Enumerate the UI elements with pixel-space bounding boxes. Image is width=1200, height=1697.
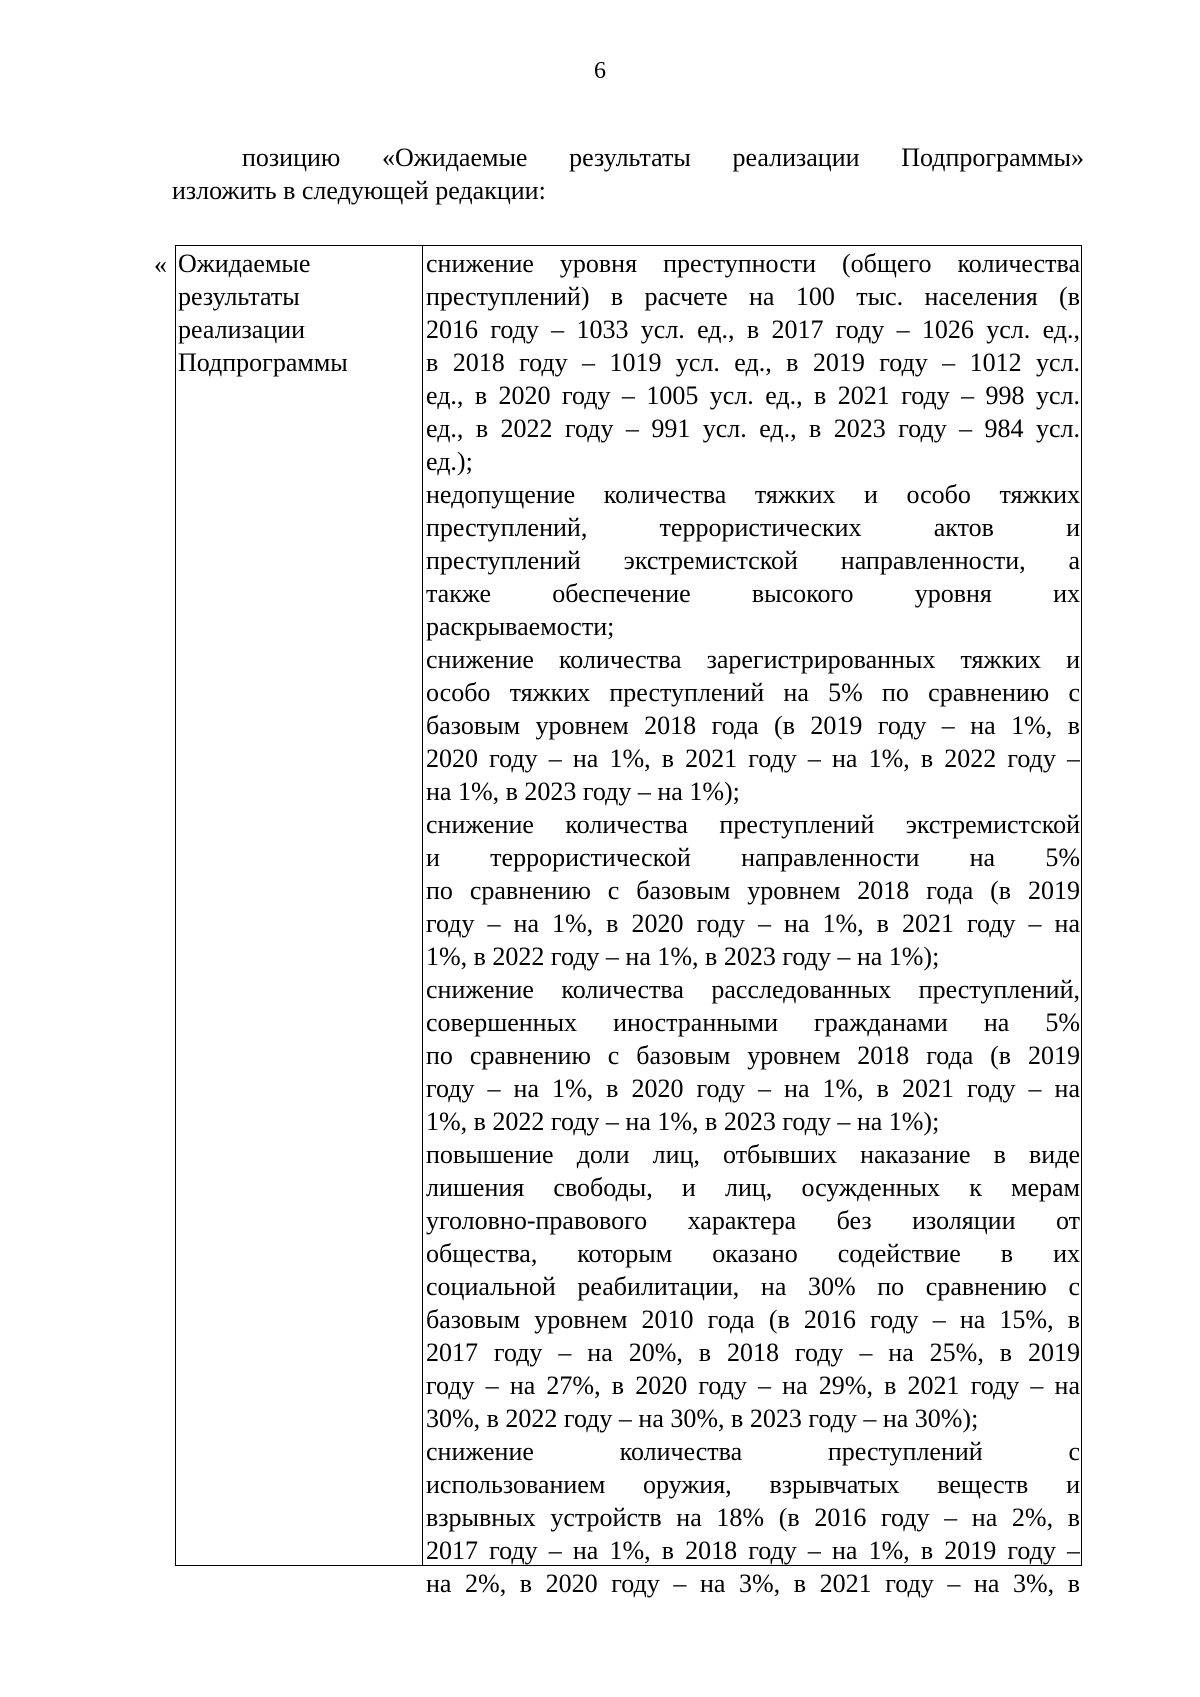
- content-line: особо тяжких преступлений на 5% по сравнению с: [426, 678, 1080, 707]
- page-number: 6: [594, 58, 606, 84]
- label-line: реализации: [178, 315, 306, 344]
- column-divider: [422, 246, 423, 1565]
- content-line: преступлений) в расчете на 100 тыс. населения (в: [426, 282, 1080, 311]
- content-line: преступлений экстремистской направленности, а: [426, 546, 1080, 575]
- label-line: Ожидаемые: [178, 249, 311, 278]
- content-line: социальной реабилитации, на 30% по сравнению с: [426, 1272, 1080, 1301]
- content-line: 1%, в 2022 году – на 1%, в 2023 году – на 1%);: [426, 942, 940, 971]
- content-line: ед., в 2022 году – 991 усл. ед., в 2023 году – 984 усл.: [426, 414, 1080, 443]
- content-line: использованием оружия, взрывчатых веществ и: [426, 1470, 1080, 1499]
- label-line: Подпрограммы: [178, 348, 348, 377]
- label-line: результаты: [178, 282, 300, 311]
- content-line: снижение количества преступлений экстремистской: [426, 810, 1080, 839]
- content-line: 1%, в 2022 году – на 1%, в 2023 году – на 1%);: [426, 1107, 940, 1136]
- content-line: снижение количества преступлений с: [426, 1437, 1080, 1466]
- content-line: снижение количества зарегистрированных тяжких и: [426, 645, 1080, 674]
- intro-line-2: изложить в следующей редакции:: [172, 176, 546, 205]
- content-line: на 1%, в 2023 году – на 1%);: [426, 777, 740, 806]
- content-line: снижение количества расследованных преступлений,: [426, 975, 1080, 1004]
- content-line: по сравнению с базовым уровнем 2018 года (в 2019: [426, 876, 1080, 905]
- content-line: 2016 году – 1033 усл. ед., в 2017 году – 1026 усл. ед.,: [426, 315, 1080, 344]
- content-line: ед., в 2020 году – 1005 усл. ед., в 2021 году – 998 усл.: [426, 381, 1080, 410]
- content-line: совершенных иностранными гражданами на 5%: [426, 1008, 1080, 1037]
- content-line: повышение доли лиц, отбывших наказание в виде: [426, 1140, 1080, 1169]
- content-line: также обеспечение высокого уровня их: [426, 579, 1080, 608]
- content-line: на 2%, в 2020 году – на 3%, в 2021 году – на 3%, в: [426, 1569, 1080, 1598]
- intro-line-1: позицию «Ожидаемые результаты реализации Подпрограммы»: [242, 143, 1084, 172]
- content-line: 2017 году – на 1%, в 2018 году – на 1%, в 2019 году –: [426, 1536, 1080, 1565]
- content-line: году – на 1%, в 2020 году – на 1%, в 2021 году – на: [426, 909, 1080, 938]
- table-content-cell: [426, 247, 1080, 1600]
- content-line: лишения свободы, и лиц, осужденных к мерам: [426, 1173, 1080, 1202]
- content-line: общества, которым оказано содействие в их: [426, 1239, 1080, 1268]
- opening-quote-mark: «: [154, 250, 167, 279]
- content-line: базовым уровнем 2018 года (в 2019 году – на 1%, в: [426, 711, 1080, 740]
- content-line: 30%, в 2022 году – на 30%, в 2023 году – на 30%);: [426, 1404, 979, 1433]
- content-line: году – на 27%, в 2020 году – на 29%, в 2021 году – на: [426, 1371, 1080, 1400]
- intro-paragraph: [172, 141, 1084, 207]
- content-line: 2020 году – на 1%, в 2021 году – на 1%, в 2022 году –: [426, 744, 1080, 773]
- content-line: снижение уровня преступности (общего количества: [426, 249, 1080, 278]
- content-line: преступлений, террористических актов и: [426, 513, 1080, 542]
- content-line: взрывных устройств на 18% (в 2016 году – на 2%, в: [426, 1503, 1080, 1532]
- content-line: недопущение количества тяжких и особо тяжких: [426, 480, 1080, 509]
- content-line: базовым уровнем 2010 года (в 2016 году – на 15%, в: [426, 1305, 1080, 1334]
- content-line: ед.);: [426, 447, 473, 476]
- content-line: по сравнению с базовым уровнем 2018 года (в 2019: [426, 1041, 1080, 1070]
- content-line: году – на 1%, в 2020 году – на 1%, в 2021 году – на: [426, 1074, 1080, 1103]
- content-line: в 2018 году – 1019 усл. ед., в 2019 году – 1012 усл.: [426, 348, 1080, 377]
- content-line: и террористической направленности на 5%: [426, 843, 1080, 872]
- content-line: 2017 году – на 20%, в 2018 году – на 25%, в 2019: [426, 1338, 1080, 1367]
- content-line: уголовно-правового характера без изоляции от: [426, 1206, 1080, 1235]
- table-label-cell: [178, 247, 418, 379]
- content-line: раскрываемости;: [426, 612, 615, 641]
- results-table: [175, 245, 1082, 1598]
